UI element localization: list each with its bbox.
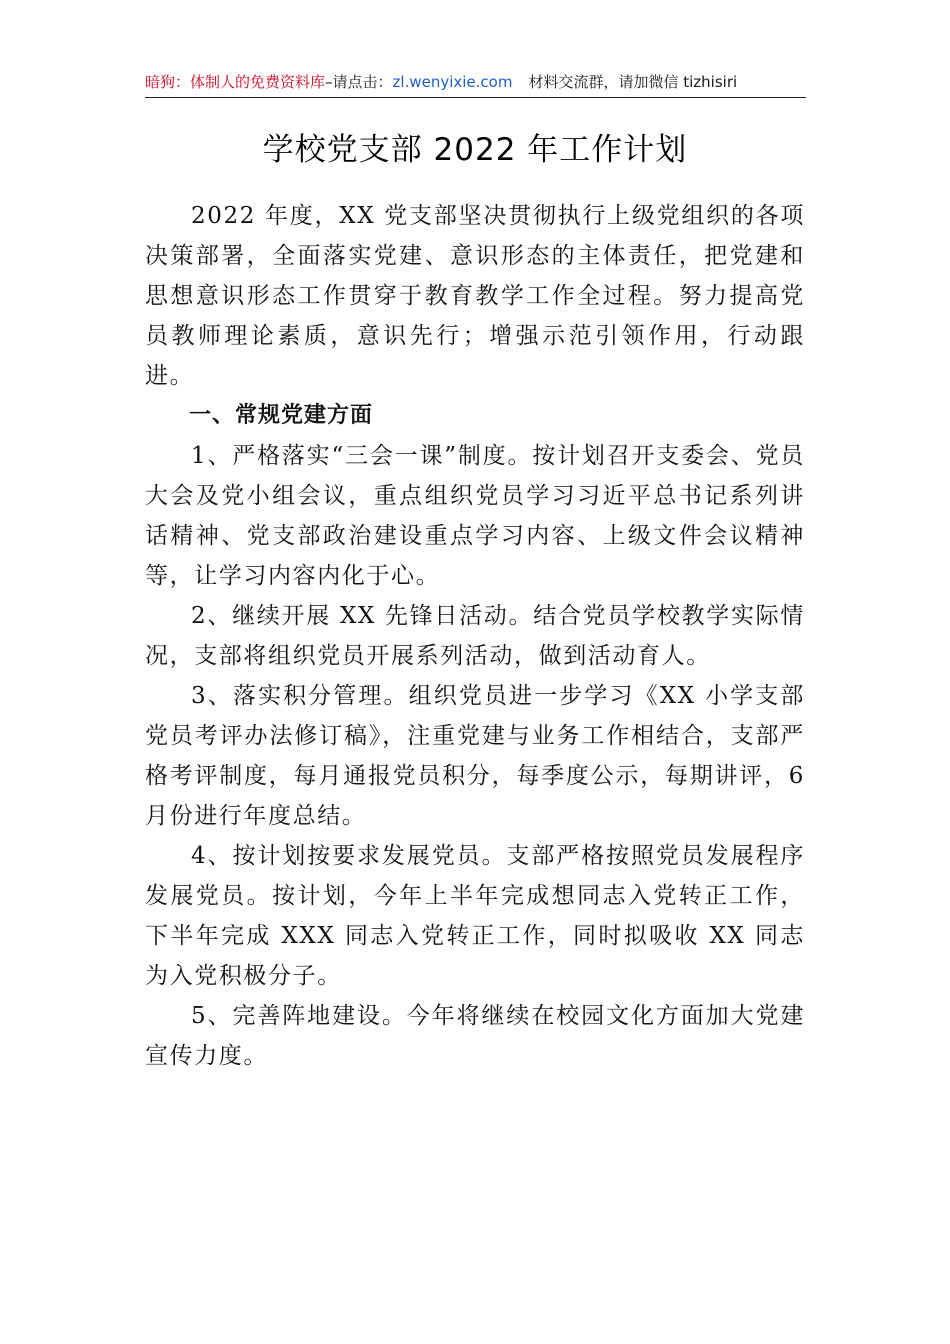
header-url-link[interactable]: zl.wenyixie.com bbox=[392, 73, 513, 91]
list-item: 5、完善阵地建设。今年将继续在校园文化方面加大党建宣传力度。 bbox=[145, 1003, 805, 1069]
list-item: 1、严格落实“三会一课”制度。按计划召开支委会、党员大会及党小组会议，重点组织党员学习习近平总书记系列讲话精神、党支部政治建设重点学习内容、上级文件会议精神等，让学习内容内化于心。 bbox=[145, 443, 805, 589]
header-divider bbox=[145, 97, 806, 98]
intro-paragraph: 2022 年度，XX 党支部坚决贯彻执行上级党组织的各项决策部署，全面落实党建、意识形态的主体责任，把党建和思想意识形态工作贯穿于教育教学工作全过程。努力提高党员教师理论素质，意识先行；增强示范引领作用，行动跟进。 bbox=[145, 203, 805, 389]
document-body bbox=[145, 196, 805, 1076]
header-prompt: –请点击： bbox=[325, 73, 393, 91]
watermark-header bbox=[145, 70, 805, 94]
list-item: 3、落实积分管理。组织党员进一步学习《XX 小学支部党员考评办法修订稿》，注重党建与业务工作相结合，支部严格考评制度，每月通报党员积分，每季度公示，每期讲评，6 月份进行年度总结。 bbox=[145, 683, 805, 829]
list-item: 4、按计划按要求发展党员。支部严格按照党员发展程序发展党员。按计划，今年上半年完成想同志入党转正工作，下半年完成 XXX 同志入党转正工作，同时拟吸收 XX 同志为入党积极分子。 bbox=[145, 843, 805, 989]
section-heading: 一、常规党建方面 bbox=[189, 403, 374, 428]
document-title: 学校党支部 2022 年工作计划 bbox=[262, 132, 688, 168]
list-item: 2、继续开展 XX 先锋日活动。结合党员学校教学实际情况，支部将组织党员开展系列活动，做到活动育人。 bbox=[145, 603, 805, 669]
header-brand: 暗狗：体制人的免费资料库 bbox=[145, 73, 326, 91]
header-wechat-note: 材料交流群，请加微信 tizhisiri bbox=[528, 73, 738, 91]
